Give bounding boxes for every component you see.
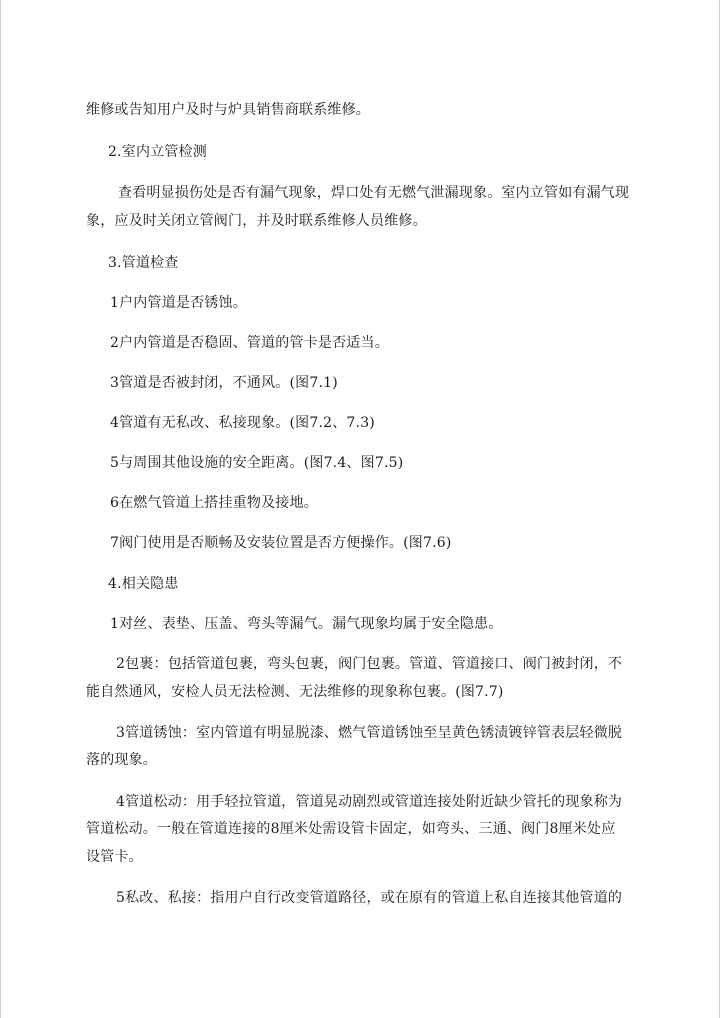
text-line: 设管卡。 <box>86 849 143 865</box>
text-line: 能自然通风，安检人员无法检测、无法维修的现象称包裹。(图7.7) <box>86 684 504 700</box>
section-heading: 2.室内立管检测 <box>108 144 207 160</box>
list-item: 2户内管道是否稳固、管道的管卡是否适当。 <box>110 335 389 351</box>
list-item: 3管道锈蚀：室内管道有明显脱漆、燃气管道锈蚀至呈黄色锈渍镀锌管表层轻微脱 <box>116 725 623 741</box>
list-item: 5与周围其他设施的安全距离。(图7.4、图7.5) <box>110 455 404 471</box>
list-item: 6在燃气管道上搭挂重物及接地。 <box>110 495 318 511</box>
list-item: 3管道是否被封闭，不通风。(图7.1) <box>110 375 338 391</box>
list-item: 4管道松动：用手轻拉管道，管道晃动剧烈或管道连接处附近缺少管托的现象称为 <box>116 794 623 810</box>
text-line: 象，应及时关闭立管阀门，并及时联系维修人员维修。 <box>86 213 427 229</box>
list-item: 1对丝、表垫、压盖、弯头等漏气。漏气现象均属于安全隐患。 <box>110 616 503 632</box>
text-line: 落的现象。 <box>86 752 157 768</box>
text-line: 查看明显损伤处是否有漏气现象，焊口处有无燃气泄漏现象。室内立管如有漏气现 <box>118 185 630 201</box>
section-heading: 3.管道检查 <box>108 255 179 271</box>
text-line: 维修或告知用户及时与炉具销售商联系维修。 <box>86 102 370 118</box>
section-heading: 4.相关隐患 <box>108 576 179 592</box>
left-border <box>0 0 1 1018</box>
list-item: 1户内管道是否锈蚀。 <box>110 295 247 311</box>
list-item: 7阀门使用是否顺畅及安装位置是否方便操作。(图7.6) <box>110 535 452 551</box>
list-item: 2包裹：包括管道包裹，弯头包裹，阀门包裹。管道、管道接口、阀门被封闭，不 <box>116 656 623 672</box>
list-item: 4管道有无私改、私接现象。(图7.2、7.3) <box>110 415 375 431</box>
list-item: 5私改、私接：指用户自行改变管道路径，或在原有的管道上私自连接其他管道的 <box>116 890 623 906</box>
text-line: 管道松动。一般在管道连接的8厘米处需设管卡固定，如弯头、三通、阀门8厘米处应 <box>86 821 616 837</box>
